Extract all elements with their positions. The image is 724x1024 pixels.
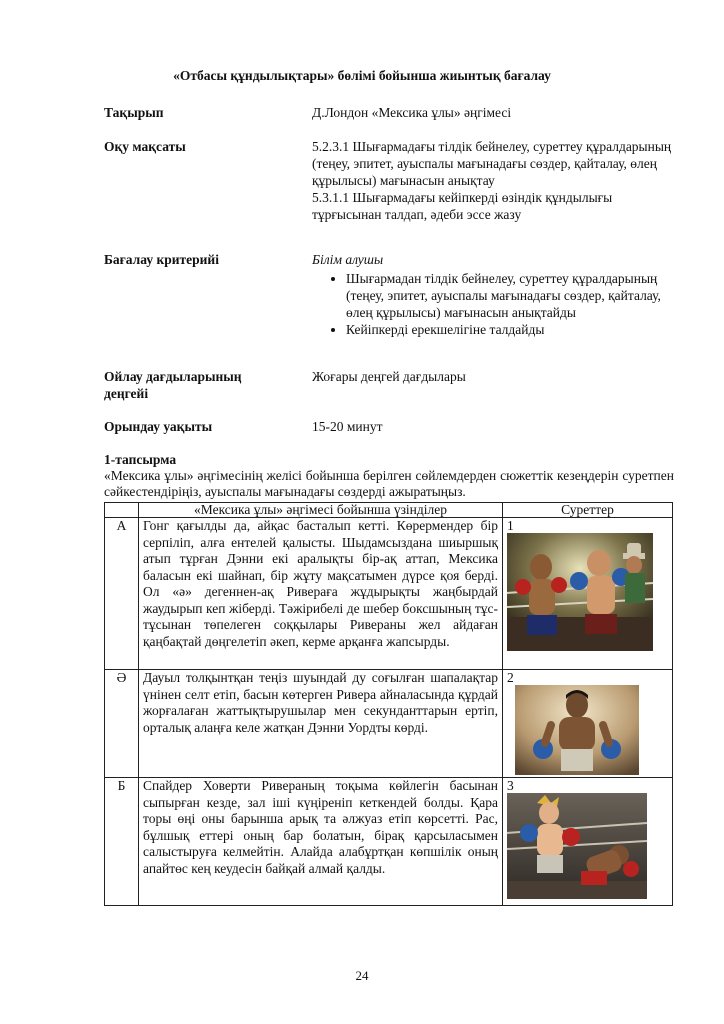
page-title: «Отбасы құндылықтары» бөлімі бойынша жиынтық бағалау — [173, 68, 551, 83]
table-row — [105, 518, 673, 670]
header-excerpts: «Мексика ұлы» әңгімесі бойынша үзінділер — [139, 503, 503, 518]
picture-number: 1 — [507, 518, 514, 533]
boxer-portrait-illustration — [515, 685, 639, 775]
boxing-fight-illustration — [507, 533, 653, 651]
task-table — [104, 502, 673, 906]
row-picture-cell — [503, 778, 673, 906]
page-number: 24 — [355, 968, 369, 983]
row-letter: Ә — [105, 670, 139, 778]
task-instruction: «Мексика ұлы» әңгімесінің желісі бойынша берілген сөйлемдерден сюжеттік кезеңдерін суретпен сәйкестендіріңіз, ауыспалы мағынадағы сөздерді ажыратыңыз. — [104, 468, 674, 499]
criteria-label: Бағалау критерийі — [104, 252, 219, 267]
table-header-row — [105, 503, 673, 518]
picture-number: 3 — [507, 778, 514, 793]
criteria-intro: Білім алушы — [312, 252, 384, 267]
criteria-list — [312, 270, 682, 338]
task-heading: 1-тапсырма — [104, 452, 177, 467]
row-letter: Б — [105, 778, 139, 906]
criteria-item-2: • Кейіпкерді ерекшелігіне талдайды — [346, 321, 682, 338]
criteria-value — [312, 251, 682, 338]
time-value: 15-20 минут — [312, 419, 383, 434]
thinking-value: Жоғары деңгей дағдылары — [312, 369, 466, 384]
row-excerpt: Дауыл толқынтқан теңіз шуындай ду соғылған шапалақтар үнінен селт етіп, басын көтерген Ривера айналасында құрдай жорғалаған жаттықтырушылар мен секунданттарын ертіп, орталық алаңға келе жатқан Дэнни Уордты көрді. — [139, 670, 503, 778]
row-excerpt: Спайдер Ховерти Ривераның тоқыма көйлегін басынан сыпырған кезде, зал іші күңіреніп кеткендей болды. Қара торы өңі оны барынша арық та әлжуаз етіп көрсетті. Рас, бұлшық еттері оның бар болатын, бірақ қарсыласымен салыстыруға келмейтін. Алайда алабұртқан көпшілік оның апайтөс кең кеудесін байқай алмай қалды. — [139, 778, 503, 906]
topic-value: Д.Лондон «Мексика ұлы» әңгімесі — [312, 105, 512, 120]
row-letter: А — [105, 518, 139, 670]
knockout-illustration — [507, 793, 647, 899]
row-excerpt: Гонг қағылды да, айқас басталып кетті. Көрермендер бір серпіліп, алға ентелей қалысты. Шыдамсыздана шиыршық атып тұрған Дэнни екі аралықты бір-ақ аттап, Мексика баласын екі шайнап, бір жұту мақсатымен дүрсе қоя берді. Ол «ә» дегеннен-ақ Ривераға жұдырықты жаңбырдай жаудырып кеп жіберді. Тәжірибелі де шебер боксшының тұс-тұсынан төпелеген соққылары Ривераны жел айдаған қаңбақтай дөңгелетіп әкеп, керме арқанға жапсырды. — [139, 518, 503, 670]
goal-line-2: 5.3.1.1 Шығармадағы кейіпкерді өзіндік құндылығы тұрғысынан талдап, әдеби эссе жазу — [312, 190, 613, 222]
header-pictures: Суреттер — [503, 503, 673, 518]
criteria-item-1: • Шығармадан тілдік бейнелеу, суреттеу құралдарының (теңеу, эпитет, ауыспалы мағынадағы сөздер, қайталау, өлең құрылысы) мағынасын анықтайды — [346, 270, 682, 321]
thinking-label: Ойлау дағдыларының деңгейі — [104, 369, 242, 401]
time-label: Орындау уақыты — [104, 419, 213, 434]
topic-label: Тақырып — [104, 105, 164, 120]
picture-number: 2 — [507, 670, 514, 685]
goal-value — [312, 138, 682, 223]
header-blank — [105, 503, 139, 518]
table-row — [105, 670, 673, 778]
row-picture-cell — [503, 518, 673, 670]
goal-label: Оқу мақсаты — [104, 139, 186, 154]
goal-line-1: 5.2.3.1 Шығармадағы тілдік бейнелеу, суреттеу құралдарының (теңеу, эпитет, ауыспалы мағынадағы сөздер, қайталау, өлең құрылысы) мағынасын анықтау — [312, 139, 672, 188]
row-picture-cell — [503, 670, 673, 778]
table-row — [105, 778, 673, 906]
